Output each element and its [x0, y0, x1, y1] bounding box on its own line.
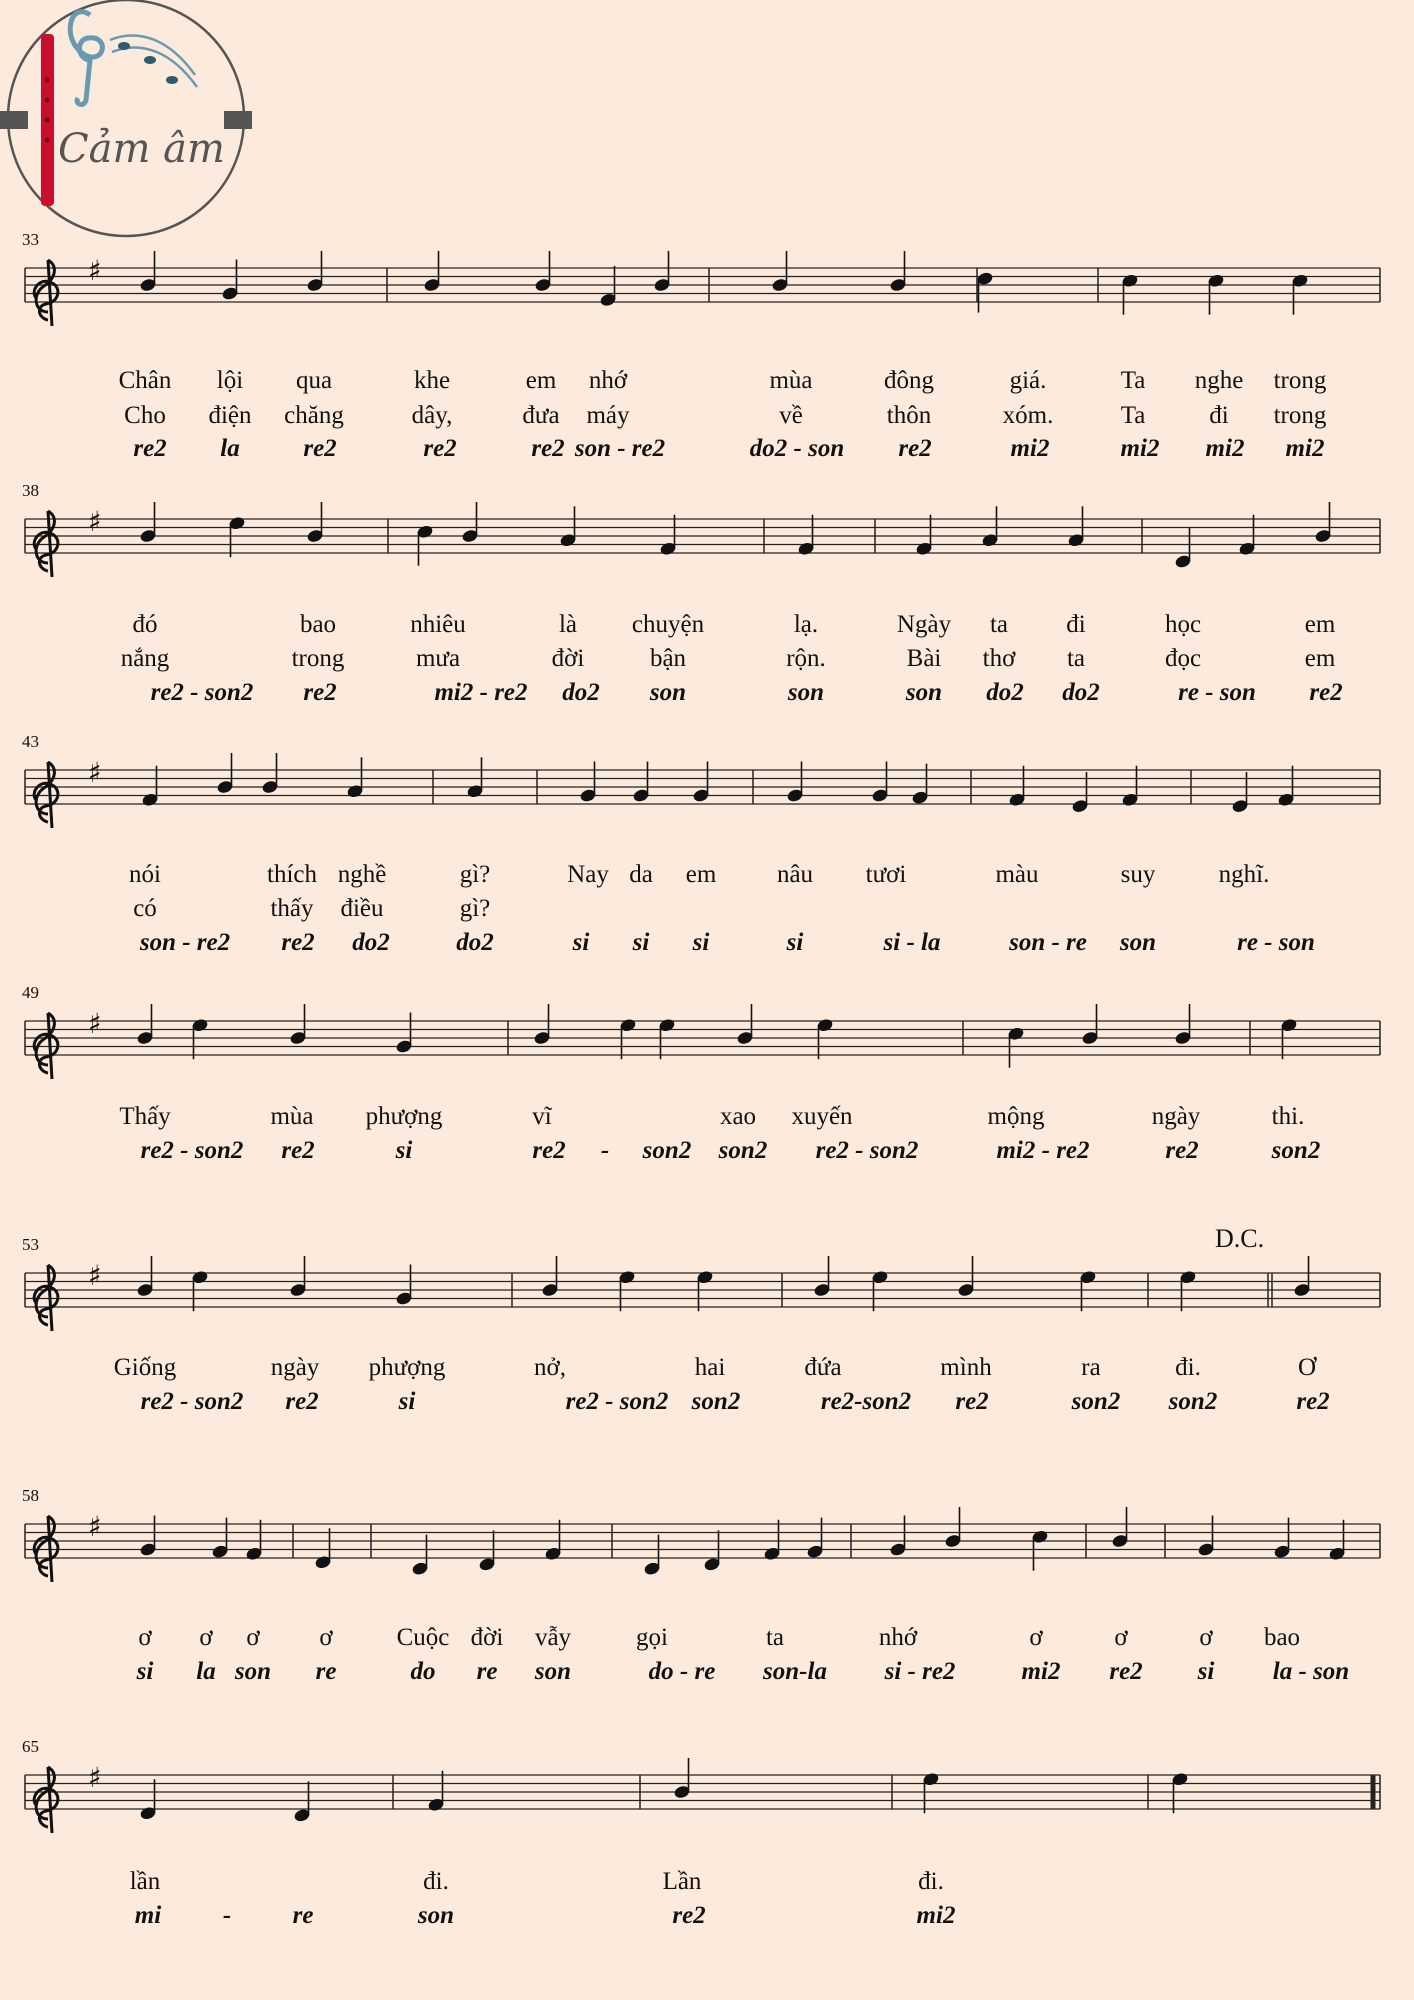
measure-number: 58	[22, 1486, 39, 1505]
measure-number: 49	[22, 983, 39, 1002]
lyric-verse-1: ơ	[319, 1624, 333, 1651]
lyric-verse-2: chăng	[284, 402, 344, 429]
lyric-verse-1: phượng	[365, 1103, 443, 1130]
lyric-verse-1: gì?	[459, 861, 491, 888]
solfege-syllable: son	[905, 679, 943, 706]
lyric-verse-1: da	[629, 861, 653, 888]
lyric-verse-1: chuyện	[631, 611, 705, 638]
solfege-syllable: si	[572, 929, 590, 956]
lyric-verse-1: mùa	[270, 1103, 314, 1130]
lyric-verse-1: bao	[1263, 1624, 1301, 1651]
key-sharp: ♯	[88, 1761, 102, 1794]
solfege-syllable: re2	[1309, 679, 1343, 706]
solfege-syllable: re2	[423, 435, 457, 462]
solfege-syllable: re2 - son2	[140, 1137, 244, 1164]
lyric-verse-2: thôn	[886, 402, 932, 429]
solfege-syllable: son - re	[1009, 929, 1087, 956]
solfege-syllable: si	[136, 1658, 154, 1685]
solfege-syllable: re2 - son2	[815, 1137, 919, 1164]
lyric-verse-1: qua	[295, 367, 333, 394]
lyric-verse-1: Thấy	[119, 1103, 171, 1130]
lyric-verse-2: đi	[1209, 402, 1229, 429]
lyric-verse-2: đưa	[522, 402, 560, 429]
lyric-verse-1: nói	[129, 861, 161, 888]
lyric-verse-2: về	[779, 402, 803, 429]
lyric-verse-1: vẫy	[534, 1624, 572, 1651]
solfege-syllable: son	[649, 679, 687, 706]
lyric-verse-2: Cho	[124, 402, 166, 429]
lyric-verse-1: Ta	[1120, 367, 1146, 394]
key-sharp: ♯	[88, 756, 102, 789]
solfege-syllable: son2	[1071, 1388, 1121, 1415]
lyric-verse-1: xao	[719, 1103, 757, 1130]
solfege-syllable: re2 - son2	[140, 1388, 244, 1415]
solfege-syllable: la	[196, 1658, 216, 1685]
solfege-syllable: son	[1119, 929, 1157, 956]
lyric-verse-1: nâu	[776, 861, 814, 888]
lyric-verse-1: ơ	[199, 1624, 213, 1651]
lyric-verse-1: ơ	[138, 1624, 152, 1651]
lyric-verse-1: lạ.	[793, 611, 819, 638]
lyric-verse-1: gọi	[636, 1624, 668, 1651]
solfege-syllable: son	[534, 1658, 572, 1685]
lyric-verse-1: là	[558, 611, 578, 638]
lyric-verse-1: ra	[1081, 1354, 1101, 1381]
lyric-verse-1: Nay	[567, 861, 609, 888]
lyric-verse-1: ơ	[1114, 1624, 1128, 1651]
lyric-verse-1: nở,	[534, 1354, 566, 1381]
lyric-verse-2: Ta	[1120, 402, 1146, 429]
da-capo-mark: D.C.	[1215, 1224, 1265, 1253]
lyric-verse-2: gì?	[459, 895, 491, 922]
solfege-syllable: la	[220, 435, 240, 462]
lyric-verse-1: ngày	[270, 1354, 320, 1381]
lyric-verse-1: nhiêu	[410, 611, 466, 638]
solfege-syllable: re2	[1165, 1137, 1199, 1164]
solfege-syllable: son - re2	[139, 929, 231, 956]
lyric-verse-1: bao	[299, 611, 337, 638]
key-sharp: ♯	[88, 505, 102, 538]
lyric-verse-2: đọc	[1164, 645, 1202, 672]
key-sharp: ♯	[88, 1007, 102, 1040]
solfege-syllable: re - son	[1237, 929, 1315, 956]
lyric-verse-2: mưa	[415, 645, 461, 672]
lyric-verse-1: xuyến	[791, 1103, 853, 1130]
lyric-verse-2: trong	[1273, 402, 1327, 429]
solfege-syllable: mi	[134, 1902, 162, 1929]
lyric-verse-1: đó	[132, 611, 158, 638]
solfege-syllable: son2	[1271, 1137, 1321, 1164]
solfege-syllable: la - son	[1272, 1658, 1350, 1685]
lyric-verse-2: dây,	[411, 402, 453, 429]
lyric-verse-1: ơ	[246, 1624, 260, 1651]
solfege-syllable: son	[787, 679, 825, 706]
solfege-syllable: re2	[531, 435, 565, 462]
lyric-verse-2: trong	[291, 645, 345, 672]
solfege-syllable: si	[398, 1388, 416, 1415]
solfege-syllable: -	[222, 1902, 232, 1929]
solfege-syllable: do2	[352, 929, 390, 956]
lyric-verse-1: đông	[884, 367, 934, 394]
lyric-verse-1: em	[685, 861, 717, 888]
lyric-verse-1: Chân	[118, 367, 172, 394]
solfege-syllable: mi2	[1021, 1658, 1061, 1685]
lyric-verse-1: thích	[267, 861, 317, 888]
solfege-syllable: re2	[1109, 1658, 1143, 1685]
solfege-syllable: mi2	[1285, 435, 1325, 462]
lyric-verse-1: học	[1164, 611, 1202, 638]
solfege-syllable: son-la	[763, 1658, 827, 1685]
solfege-syllable: do	[410, 1658, 436, 1685]
lyric-verse-2: điều	[340, 895, 384, 922]
lyric-verse-1: nghề	[337, 861, 387, 888]
solfege-syllable: son2	[691, 1388, 741, 1415]
lyric-verse-1: ta	[989, 611, 1009, 638]
lyric-verse-1: nghĩ.	[1218, 861, 1270, 888]
solfege-syllable: re2-son2	[820, 1388, 912, 1415]
solfege-syllable: si - la	[883, 929, 941, 956]
lyric-verse-1: giá.	[1009, 367, 1047, 394]
lyric-verse-1: ngày	[1151, 1103, 1201, 1130]
lyric-verse-1: đi	[1066, 611, 1086, 638]
solfege-syllable: mi2	[1205, 435, 1245, 462]
lyric-verse-1: lội	[216, 367, 244, 394]
lyric-verse-1: mình	[940, 1354, 992, 1381]
lyric-verse-1: lần	[129, 1868, 161, 1895]
lyric-verse-1: nghe	[1194, 367, 1244, 394]
solfege-syllable: do2	[562, 679, 600, 706]
solfege-syllable: re	[315, 1658, 337, 1685]
lyric-verse-1: đời	[470, 1624, 504, 1651]
lyric-verse-1: đi.	[918, 1868, 944, 1895]
measure-number: 65	[22, 1737, 39, 1756]
lyric-verse-1: hai	[694, 1354, 726, 1381]
solfege-syllable: mi2	[1010, 435, 1050, 462]
solfege-syllable: mi2	[916, 1902, 956, 1929]
key-sharp: ♯	[88, 1259, 102, 1292]
solfege-syllable: mi2	[1120, 435, 1160, 462]
solfege-syllable: re2	[672, 1902, 706, 1929]
solfege-syllable: re2	[532, 1137, 566, 1164]
solfege-syllable: re2	[285, 1388, 319, 1415]
lyric-verse-1: Ngày	[896, 611, 952, 638]
solfege-syllable: re2	[1296, 1388, 1330, 1415]
lyric-verse-1: nhớ	[878, 1624, 918, 1651]
lyric-verse-1: màu	[995, 861, 1039, 888]
lyric-verse-2: Bài	[906, 645, 942, 672]
key-sharp: ♯	[88, 254, 102, 287]
solfege-syllable: si	[395, 1137, 413, 1164]
solfege-syllable: son2	[718, 1137, 768, 1164]
lyric-verse-2: thấy	[270, 895, 314, 922]
solfege-syllable: re2	[281, 1137, 315, 1164]
lyric-verse-1: Giống	[113, 1354, 177, 1381]
lyric-verse-2: thơ	[982, 645, 1016, 672]
solfege-syllable: mi2 - re2	[434, 679, 528, 706]
lyric-verse-1: đi.	[423, 1868, 449, 1895]
lyric-verse-1: nhớ	[588, 367, 628, 394]
solfege-syllable: do - re	[648, 1658, 716, 1685]
solfege-syllable: re	[292, 1902, 314, 1929]
lyric-verse-1: suy	[1120, 861, 1156, 888]
logo-text: Cảm âm	[58, 126, 225, 172]
solfege-syllable: mi2 - re2	[996, 1137, 1090, 1164]
solfege-syllable: son2	[1168, 1388, 1218, 1415]
solfege-syllable: do2	[456, 929, 494, 956]
lyric-verse-1: khe	[413, 367, 451, 394]
lyric-verse-2: xóm.	[1002, 402, 1054, 429]
lyric-verse-1: em	[525, 367, 557, 394]
lyric-verse-1: tươi	[865, 861, 907, 888]
solfege-syllable: si	[692, 929, 710, 956]
lyric-verse-2: rộn.	[786, 645, 826, 672]
solfege-syllable: re	[476, 1658, 498, 1685]
lyric-verse-2: có	[133, 895, 157, 922]
solfege-syllable: son	[417, 1902, 455, 1929]
solfege-syllable: re2	[955, 1388, 989, 1415]
solfege-syllable: si	[1197, 1658, 1215, 1685]
solfege-syllable: do2	[1062, 679, 1100, 706]
solfege-syllable: re2	[133, 435, 167, 462]
solfege-syllable: re2	[898, 435, 932, 462]
lyric-verse-2: đời	[551, 645, 585, 672]
lyric-verse-1: Cuộc	[396, 1624, 450, 1651]
lyric-verse-2: điện	[208, 402, 252, 429]
solfege-syllable: -	[600, 1137, 610, 1164]
measure-number: 43	[22, 732, 39, 751]
lyric-verse-1: ơ	[1199, 1624, 1213, 1651]
solfege-syllable: re2 - son2	[565, 1388, 669, 1415]
solfege-syllable: re2	[303, 679, 337, 706]
solfege-syllable: do2 - son	[749, 435, 845, 462]
lyric-verse-1: đứa	[804, 1354, 842, 1381]
lyric-verse-1: thi.	[1271, 1103, 1305, 1130]
measure-number: 33	[22, 230, 39, 249]
lyric-verse-2: nắng	[120, 645, 170, 672]
solfege-syllable: re2	[281, 929, 315, 956]
solfege-syllable: si	[632, 929, 650, 956]
solfege-syllable: re2 - son2	[150, 679, 254, 706]
lyric-verse-1: em	[1304, 611, 1336, 638]
lyric-verse-1: ta	[765, 1624, 785, 1651]
solfege-syllable: re2	[303, 435, 337, 462]
lyric-verse-1: ơ	[1029, 1624, 1043, 1651]
lyric-verse-2: em	[1304, 645, 1336, 672]
lyric-verse-1: mộng	[987, 1103, 1045, 1130]
lyric-verse-2: ta	[1066, 645, 1086, 672]
solfege-syllable: do2	[986, 679, 1024, 706]
solfege-syllable: re - son	[1178, 679, 1256, 706]
lyric-verse-1: mùa	[769, 367, 813, 394]
lyric-verse-1: Ơ	[1297, 1354, 1317, 1381]
lyric-verse-1: Lần	[662, 1868, 702, 1895]
lyric-verse-2: bận	[649, 645, 687, 672]
key-sharp: ♯	[88, 1510, 102, 1543]
measure-number: 38	[22, 481, 39, 500]
solfege-syllable: son	[234, 1658, 272, 1685]
solfege-syllable: son2	[642, 1137, 692, 1164]
solfege-syllable: si	[786, 929, 804, 956]
measure-number: 53	[22, 1235, 39, 1254]
lyric-verse-1: phượng	[368, 1354, 446, 1381]
lyric-verse-1: trong	[1273, 367, 1327, 394]
solfege-syllable: si - re2	[884, 1658, 956, 1685]
solfege-syllable: son - re2	[574, 435, 666, 462]
lyric-verse-1: đi.	[1175, 1354, 1201, 1381]
lyric-verse-2: máy	[586, 402, 630, 429]
lyric-verse-1: vĩ	[532, 1103, 552, 1130]
